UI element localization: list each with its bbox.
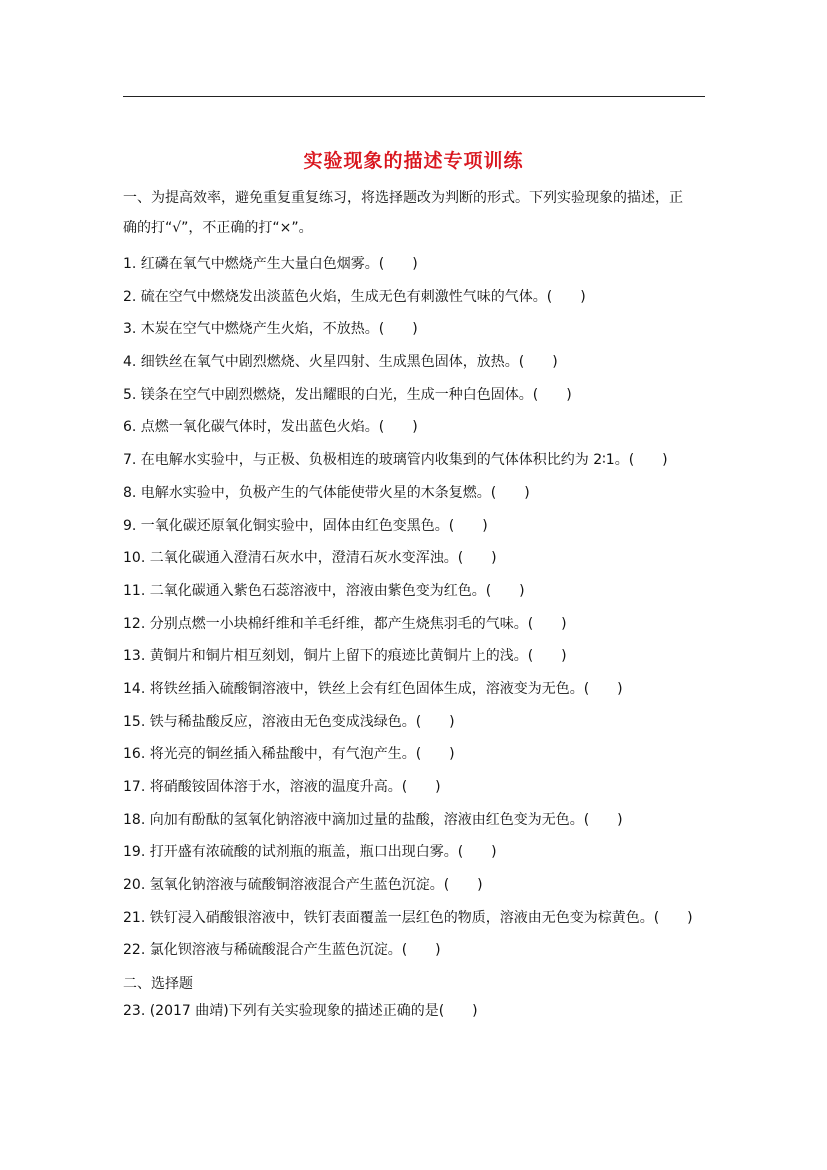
list-item: 20. 氢氧化钠溶液与硫酸铜溶液混合产生蓝色沉淀。( ): [123, 877, 483, 894]
list-item: 1. 红磷在氧气中燃烧产生大量白色烟雾。( ): [123, 256, 418, 272]
list-item: 17. 将硝酸铵固体溶于水，溶液的温度升高。( ): [123, 779, 441, 795]
list-item: 7. 在电解水实验中，与正极、负极相连的玻璃管内收集到的气体体积比约为 2∶1。( ): [123, 452, 668, 469]
question-23: 23. (2017 曲靖)下列有关实验现象的描述正确的是( ): [123, 1003, 478, 1019]
list-item: 22. 氯化钡溶液与稀硫酸混合产生蓝色沉淀。( ): [123, 942, 441, 959]
section1-intro-line1: 一、为提高效率，避免重复重复练习，将选择题改为判断的形式。下列实验现象的描述，正: [123, 190, 683, 206]
list-item: 16. 将光亮的铜丝插入稀盐酸中，有气泡产生。( ): [123, 746, 455, 763]
list-item: 9. 一氧化碳还原氧化铜实验中，固体由红色变黑色。( ): [123, 517, 488, 534]
list-item: 13. 黄铜片和铜片相互刻划，铜片上留下的痕迹比黄铜片上的浅。( ): [123, 648, 567, 665]
section2-heading: 二、选择题: [123, 976, 193, 992]
list-item: 19. 打开盛有浓硫酸的试剂瓶的瓶盖，瓶口出现白雾。( ): [123, 844, 497, 861]
list-item: 8. 电解水实验中，负极产生的气体能使带火星的木条复燃。( ): [123, 484, 530, 501]
list-item: 6. 点燃一氧化碳气体时，发出蓝色火焰。( ): [123, 419, 418, 436]
list-item: 3. 木炭在空气中燃烧产生火焰，不放热。( ): [123, 321, 418, 338]
judgement-items-list: [123, 254, 693, 973]
list-item: 11. 二氧化碳通入紫色石蕊溶液中，溶液由紫色变为红色。( ): [123, 582, 525, 599]
section1-intro-line2: 确的打“√”，不正确的打“×”。: [123, 220, 313, 236]
list-item: 5. 镁条在空气中剧烈燃烧，发出耀眼的白光，生成一种白色固体。( ): [123, 386, 572, 403]
list-item: 4. 细铁丝在氧气中剧烈燃烧、火星四射、生成黑色固体，放热。( ): [123, 354, 558, 371]
list-item: 15. 铁与稀盐酸反应，溶液由无色变成浅绿色。( ): [123, 713, 455, 730]
list-item: 10. 二氧化碳通入澄清石灰水中，澄清石灰水变浑浊。( ): [123, 550, 497, 567]
list-item: 21. 铁钉浸入硝酸银溶液中，铁钉表面覆盖一层红色的物质，溶液由无色变为棕黄色。( ): [123, 909, 693, 926]
list-item: 12. 分别点燃一小块棉纤维和羊毛纤维，都产生烧焦羽毛的气味。( ): [123, 615, 567, 632]
list-item: 2. 硫在空气中燃烧发出淡蓝色火焰，生成无色有刺激性气味的气体。( ): [123, 288, 586, 305]
header-rule: [123, 96, 705, 97]
list-item: 14. 将铁丝插入硫酸铜溶液中，铁丝上会有红色固体生成，溶液变为无色。( ): [123, 680, 623, 697]
page-title: 实验现象的描述专项训练: [303, 150, 524, 172]
list-item: 18. 向加有酚酞的氢氧化钠溶液中滴加过量的盐酸，溶液由红色变为无色。( ): [123, 811, 623, 828]
